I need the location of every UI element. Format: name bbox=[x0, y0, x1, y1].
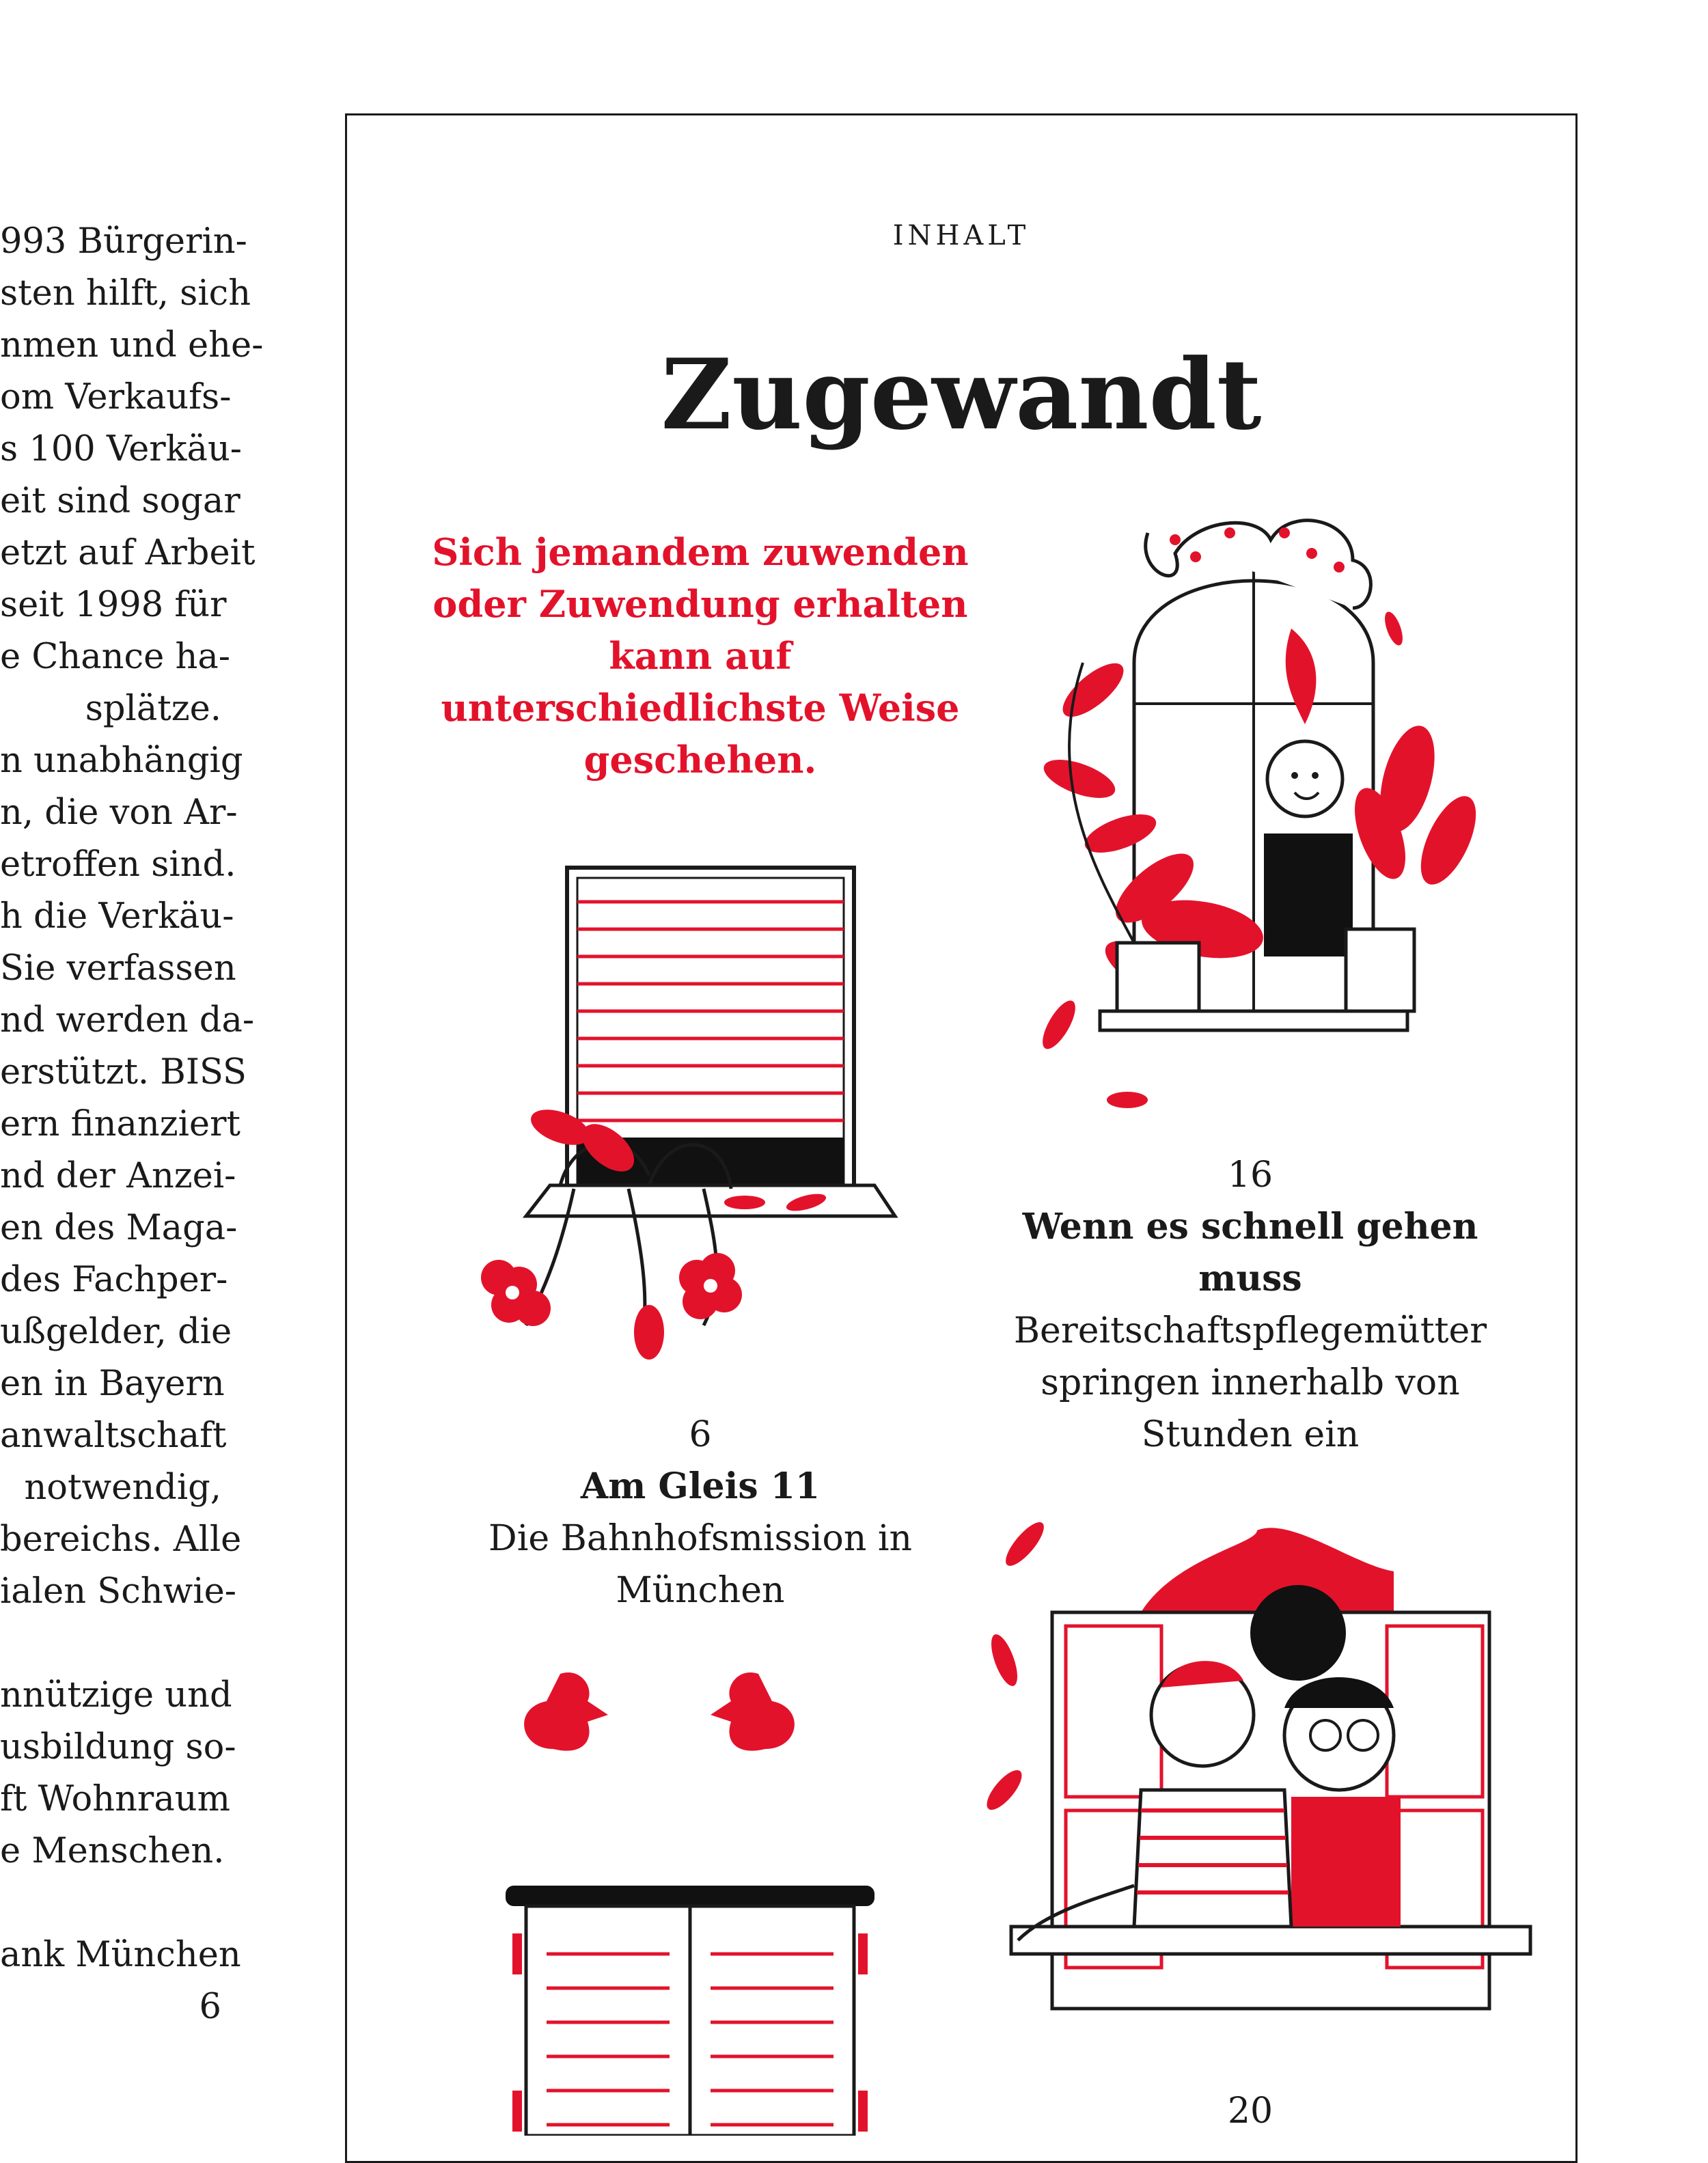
intro-text: Sich jemandem zuwenden oder Zuwendung erhalten kann auf unterschiedlichste Weise geschehen. bbox=[432, 530, 969, 782]
page-title: Zugewandt bbox=[661, 338, 1262, 452]
contents-entry[interactable] bbox=[997, 1149, 1503, 1461]
left-column-text bbox=[0, 216, 264, 2033]
left-line: notwendig, bbox=[24, 1468, 221, 1508]
section-kicker: INHALT bbox=[892, 220, 1030, 251]
left-line: seit 1998 für bbox=[0, 585, 227, 625]
left-line: n, die von Ar- bbox=[0, 793, 238, 833]
left-line: sten hilft, sich bbox=[0, 273, 251, 314]
left-line: bereichs. Alle bbox=[0, 1519, 242, 1560]
left-line: 993 Bürgerin- bbox=[0, 221, 247, 262]
couple-window-illustration bbox=[970, 1503, 1551, 2022]
woman-window-illustration bbox=[970, 492, 1530, 1120]
left-line: erstützt. BISS bbox=[0, 1052, 247, 1092]
left-line bbox=[0, 1618, 221, 1670]
entry-subline: Bereitschaftspflegemütter springen innerhalb von Stunden ein bbox=[1013, 1310, 1487, 1455]
entry-subline: Die Bahnhofsmission in München bbox=[488, 1518, 912, 1611]
left-line: 6 bbox=[199, 1987, 221, 2027]
left-line: splätze. bbox=[85, 689, 221, 729]
left-line: n unabhängig bbox=[0, 741, 243, 781]
left-line: e Menschen. bbox=[0, 1831, 225, 1871]
left-line: eit sind sogar bbox=[0, 481, 240, 521]
left-line: ußgelder, die bbox=[0, 1312, 232, 1352]
entry-page-number: 6 bbox=[689, 1414, 712, 1455]
left-line: nmen und ehe- bbox=[0, 325, 264, 366]
left-line bbox=[0, 1877, 221, 1929]
shutter-window-illustration bbox=[424, 806, 943, 1373]
entry-headline: Am Gleis 11 bbox=[580, 1465, 821, 1507]
left-line: Sie verfassen bbox=[0, 948, 236, 989]
left-line: usbildung so- bbox=[0, 1727, 236, 1767]
entry-page-number: 20 bbox=[1227, 2091, 1273, 2132]
contents-entry[interactable] bbox=[478, 1409, 922, 1616]
left-line: ank München bbox=[0, 1935, 241, 1975]
entry-page-number: 16 bbox=[1227, 1155, 1273, 1196]
left-line: ialen Schwie- bbox=[0, 1571, 236, 1612]
left-line: h die Verkäu- bbox=[0, 896, 234, 937]
left-line: etzt auf Arbeit bbox=[0, 533, 256, 573]
entry-headline: Wenn es schnell gehen muss bbox=[1022, 1206, 1478, 1299]
left-line: e Chance ha- bbox=[0, 637, 230, 677]
left-line: nd werden da- bbox=[0, 1000, 255, 1041]
left-line: en des Maga- bbox=[0, 1208, 238, 1248]
left-line: des Fachper- bbox=[0, 1260, 228, 1300]
contents-entry[interactable] bbox=[1134, 2085, 1366, 2137]
left-line: etroffen sind. bbox=[0, 844, 236, 885]
left-line: om Verkaufs- bbox=[0, 377, 232, 417]
left-line: anwaltschaft bbox=[0, 1416, 227, 1456]
left-line: s 100 Verkäu- bbox=[0, 429, 243, 469]
birds-shutter-illustration bbox=[444, 1626, 936, 2136]
left-line: ern finanziert bbox=[0, 1104, 240, 1144]
left-line: en in Bayern bbox=[0, 1364, 225, 1404]
left-line: nnützige und bbox=[0, 1675, 232, 1716]
left-line: nd der Anzei- bbox=[0, 1156, 236, 1196]
left-line: ft Wohnraum bbox=[0, 1779, 230, 1819]
